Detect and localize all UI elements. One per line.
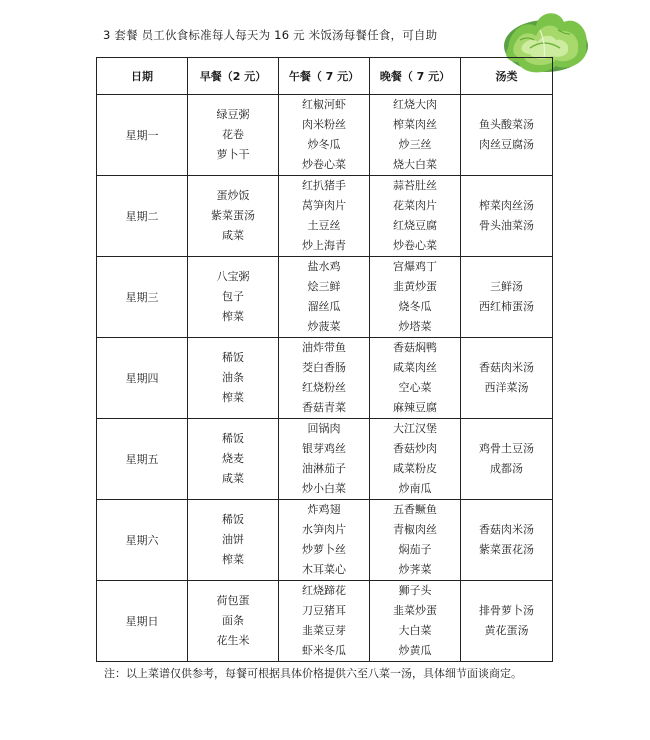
day-cell: 星期四 — [97, 338, 188, 419]
dinner-cell — [370, 500, 461, 581]
header-dinner: 晚餐（ 7 元） — [370, 58, 461, 95]
breakfast-cell — [188, 176, 279, 257]
breakfast-cell — [188, 581, 279, 662]
dinner-dish: 狮子头 — [398, 584, 432, 597]
breakfast-cell — [188, 257, 279, 338]
soup-dish: 骨头油菜汤 — [479, 219, 534, 232]
dinner-dish: 红烧大肉 — [393, 98, 437, 111]
lunch-dish: 盐水鸡 — [307, 260, 341, 273]
header-day: 日期 — [97, 58, 188, 95]
soup-cell — [461, 500, 553, 581]
dinner-dish: 红烧豆腐 — [393, 219, 437, 232]
breakfast-dish: 油饼 — [222, 533, 244, 546]
soup-dish: 紫菜蛋花汤 — [479, 543, 534, 556]
soup-dish: 三鲜汤 — [490, 280, 523, 293]
weekly-menu-table — [96, 57, 553, 662]
soup-dish: 排骨萝卜汤 — [479, 604, 534, 617]
table-row — [97, 338, 553, 419]
lunch-dish: 烩三鲜 — [307, 280, 341, 293]
dinner-dish: 大白菜 — [398, 624, 432, 637]
lunch-dish: 油淋茄子 — [302, 462, 346, 475]
lunch-dish: 炒卷心菜 — [302, 158, 346, 171]
dinner-dish: 炒塔菜 — [398, 320, 432, 333]
dinner-dish: 烧冬瓜 — [398, 300, 432, 313]
breakfast-dish: 蛋炒饭 — [216, 189, 250, 202]
breakfast-dish: 油条 — [222, 371, 244, 384]
dinner-dish: 花菜肉片 — [393, 199, 437, 212]
dinner-dish: 青椒肉丝 — [393, 523, 437, 536]
dinner-dish: 麻辣豆腐 — [393, 401, 437, 414]
dinner-dish: 咸菜粉皮 — [393, 462, 437, 475]
lunch-dish: 土豆丝 — [307, 219, 341, 232]
lunch-dish: 回锅肉 — [307, 422, 341, 435]
soup-cell — [461, 338, 553, 419]
lunch-dish: 木耳菜心 — [302, 563, 346, 576]
day-cell: 星期三 — [97, 257, 188, 338]
lunch-dish: 炒小白菜 — [302, 482, 346, 495]
day-cell: 星期一 — [97, 95, 188, 176]
header-soup: 汤类 — [461, 58, 553, 95]
soup-dish: 鸡骨土豆汤 — [479, 442, 534, 455]
breakfast-dish: 榨菜 — [222, 553, 244, 566]
lunch-dish: 油炸带鱼 — [302, 341, 346, 354]
dinner-dish: 大江汉堡 — [393, 422, 437, 435]
lunch-dish: 炒冬瓜 — [307, 138, 341, 151]
footer-note: 注：以上菜谱仅供参考，每餐可根据具体价格提供六至八菜一汤，具体细节面谈商定。 — [104, 667, 522, 680]
breakfast-dish: 稀饭 — [222, 432, 244, 445]
lunch-dish: 香菇青菜 — [302, 401, 346, 414]
header-breakfast: 早餐（2 元） — [188, 58, 279, 95]
breakfast-dish: 稀饭 — [222, 513, 244, 526]
lunch-dish: 肉米粉丝 — [302, 118, 346, 131]
lunch-cell — [279, 581, 370, 662]
soup-cell — [461, 419, 553, 500]
table-row — [97, 176, 553, 257]
day-cell: 星期二 — [97, 176, 188, 257]
dinner-dish: 宫爆鸡丁 — [393, 260, 437, 273]
lunch-dish: 银芽鸡丝 — [302, 442, 346, 455]
soup-dish: 香菇肉米汤 — [479, 523, 534, 536]
lunch-cell — [279, 176, 370, 257]
breakfast-cell — [188, 500, 279, 581]
dinner-dish: 榨菜肉丝 — [393, 118, 437, 131]
lunch-dish: 红扒猪手 — [302, 179, 346, 192]
lunch-dish: 韭菜豆芽 — [302, 624, 346, 637]
dinner-dish: 炒黄瓜 — [398, 644, 432, 657]
dinner-dish: 炒卷心菜 — [393, 239, 437, 252]
lunch-dish: 茭白香肠 — [302, 361, 346, 374]
breakfast-dish: 稀饭 — [222, 351, 244, 364]
lunch-dish: 虾米冬瓜 — [302, 644, 346, 657]
dinner-cell — [370, 338, 461, 419]
lunch-dish: 莴笋肉片 — [302, 199, 346, 212]
table-row — [97, 257, 553, 338]
soup-cell — [461, 176, 553, 257]
menu-table-body — [97, 95, 553, 662]
breakfast-dish: 紫菜蛋汤 — [211, 209, 255, 222]
lunch-dish: 炒萝卜丝 — [302, 543, 346, 556]
lunch-dish: 红烧蹄花 — [302, 584, 346, 597]
dinner-cell — [370, 257, 461, 338]
dinner-cell — [370, 419, 461, 500]
lunch-dish: 红椒河虾 — [302, 98, 346, 111]
breakfast-dish: 榨菜 — [222, 310, 244, 323]
day-cell: 星期日 — [97, 581, 188, 662]
dinner-dish: 炒三丝 — [398, 138, 432, 151]
dinner-dish: 香菇焖鸭 — [393, 341, 437, 354]
breakfast-dish: 花生米 — [216, 634, 250, 647]
lunch-cell — [279, 257, 370, 338]
breakfast-dish: 面条 — [222, 614, 244, 627]
dinner-dish: 焖茄子 — [398, 543, 432, 556]
soup-dish: 鱼头酸菜汤 — [479, 118, 534, 131]
soup-dish: 榨菜肉丝汤 — [479, 199, 534, 212]
breakfast-dish: 萝卜干 — [216, 148, 250, 161]
lunch-dish: 刀豆猪耳 — [302, 604, 346, 617]
dinner-dish: 咸菜肉丝 — [393, 361, 437, 374]
breakfast-cell — [188, 338, 279, 419]
dinner-dish: 炒南瓜 — [398, 482, 432, 495]
breakfast-dish: 榨菜 — [222, 391, 244, 404]
breakfast-dish: 绿豆粥 — [216, 108, 250, 121]
lunch-cell — [279, 500, 370, 581]
breakfast-dish: 包子 — [222, 290, 244, 303]
dinner-dish: 蒜苔肚丝 — [393, 179, 437, 192]
table-row — [97, 581, 553, 662]
breakfast-dish: 咸菜 — [222, 229, 244, 242]
lunch-dish: 炒上海青 — [302, 239, 346, 252]
menu-header-text: 3 套餐 员工伙食标准每人每天为 16 元 米饭汤每餐任食，可自助 — [103, 28, 438, 42]
breakfast-dish: 花卷 — [222, 128, 244, 141]
table-row — [97, 95, 553, 176]
soup-dish: 西洋菜汤 — [484, 381, 529, 394]
lunch-dish: 水笋肉片 — [302, 523, 346, 536]
lunch-dish: 红烧粉丝 — [302, 381, 346, 394]
day-cell: 星期五 — [97, 419, 188, 500]
soup-dish: 香菇肉米汤 — [479, 361, 534, 374]
dinner-cell — [370, 581, 461, 662]
lunch-dish: 溜丝瓜 — [307, 300, 341, 313]
soup-dish: 肉丝豆腐汤 — [479, 138, 534, 151]
dinner-dish: 香菇炒肉 — [393, 442, 437, 455]
table-row — [97, 419, 553, 500]
dinner-dish: 炒荠菜 — [398, 563, 432, 576]
dinner-cell — [370, 95, 461, 176]
table-header-row — [97, 58, 553, 95]
soup-cell — [461, 95, 553, 176]
breakfast-dish: 烧麦 — [222, 452, 244, 465]
breakfast-cell — [188, 419, 279, 500]
dinner-dish: 空心菜 — [398, 381, 432, 394]
soup-cell — [461, 581, 553, 662]
soup-dish: 成都汤 — [490, 462, 523, 475]
dinner-dish: 韭黄炒蛋 — [393, 280, 437, 293]
dinner-cell — [370, 176, 461, 257]
breakfast-dish: 八宝粥 — [216, 270, 250, 283]
dinner-dish: 韭菜炒蛋 — [393, 604, 437, 617]
soup-dish: 黄花蛋汤 — [484, 624, 529, 637]
soup-dish: 西红柿蛋汤 — [479, 300, 534, 313]
lunch-dish: 炒菠菜 — [307, 320, 341, 333]
table-row — [97, 500, 553, 581]
header-lunch: 午餐（ 7 元） — [279, 58, 370, 95]
day-cell: 星期六 — [97, 500, 188, 581]
lunch-cell — [279, 338, 370, 419]
dinner-dish: 烧大白菜 — [393, 158, 437, 171]
lunch-dish: 炸鸡翅 — [307, 503, 341, 516]
soup-cell — [461, 257, 553, 338]
lunch-cell — [279, 95, 370, 176]
breakfast-dish: 荷包蛋 — [216, 594, 250, 607]
lunch-cell — [279, 419, 370, 500]
dinner-dish: 五香鳜鱼 — [393, 503, 437, 516]
breakfast-dish: 咸菜 — [222, 472, 244, 485]
breakfast-cell — [188, 95, 279, 176]
